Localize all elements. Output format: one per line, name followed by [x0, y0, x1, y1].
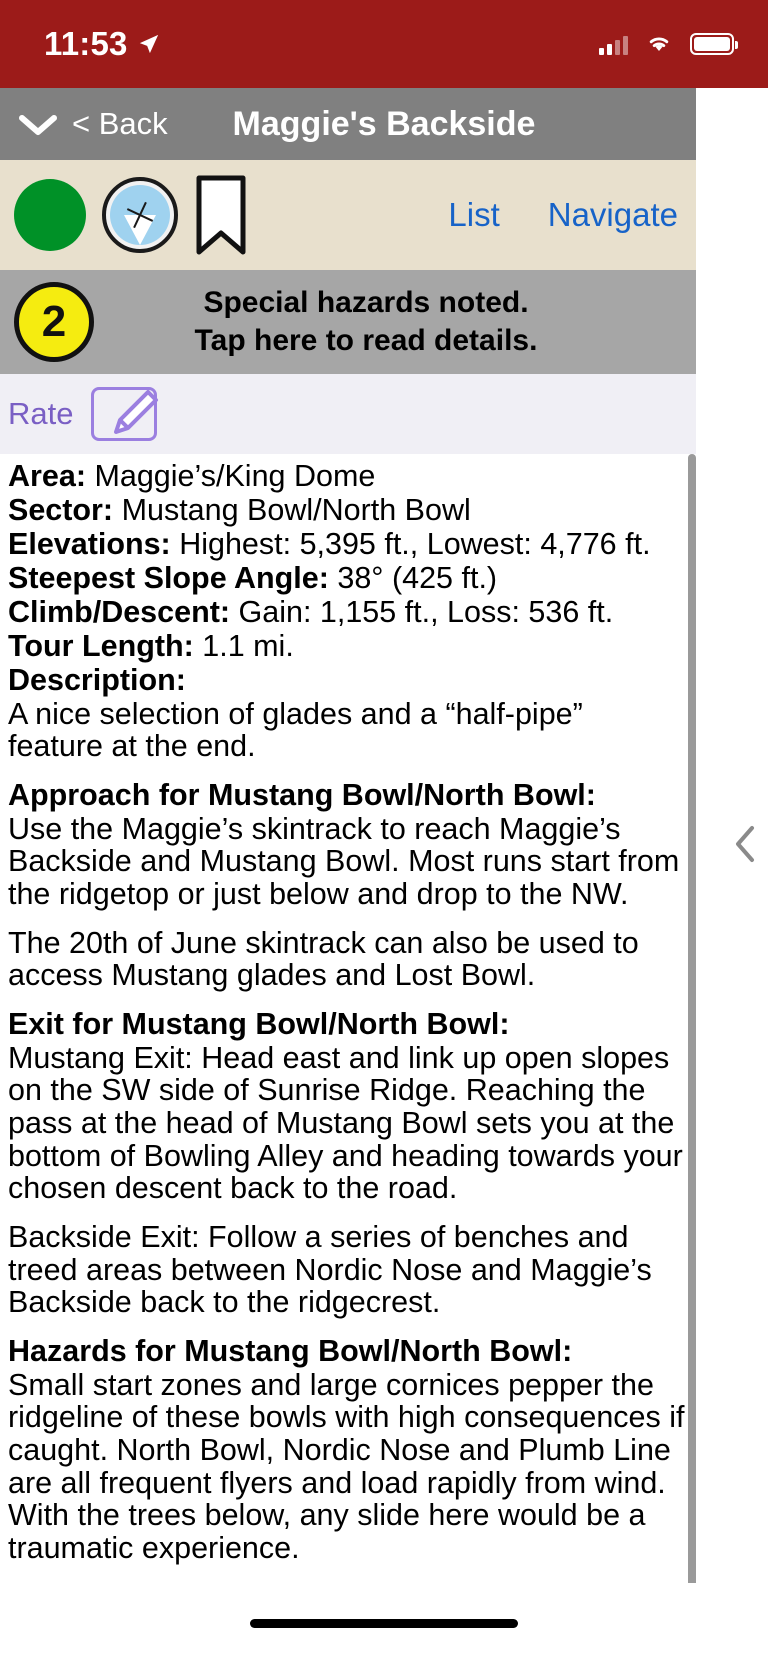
rate-label: Rate	[8, 396, 74, 431]
approach-heading-text: Approach for Mustang Bowl/North Bowl:	[8, 777, 596, 812]
status-left	[44, 25, 160, 63]
detail-steepest	[8, 562, 686, 595]
exit-heading-text: Exit for Mustang Bowl/North Bowl:	[8, 1006, 510, 1041]
right-gutter	[696, 88, 768, 1496]
route-toolbar	[0, 160, 696, 270]
green-circle-icon[interactable]	[14, 179, 86, 251]
approach-paragraph-2: The 20th of June skintrack can also be used to access Mustang glades and Lost Bowl.	[8, 925, 639, 993]
pencil-edit-icon[interactable]	[91, 387, 157, 441]
compass-icon[interactable]	[102, 177, 178, 253]
rate-row[interactable]	[0, 374, 696, 454]
hazard-line-1: Special hazards noted.	[203, 285, 529, 319]
detail-elevations-value: Highest: 5,395 ft., Lowest: 4,776 ft.	[179, 526, 651, 561]
detail-tour-value: 1.1 mi.	[202, 628, 294, 663]
wifi-icon	[644, 30, 674, 59]
hazards-heading	[8, 1335, 686, 1368]
detail-climb-value: Gain: 1,155 ft., Loss: 536 ft.	[238, 594, 614, 629]
detail-tour-label: Tour Length:	[8, 628, 194, 663]
chevron-left-icon[interactable]	[728, 822, 762, 866]
home-indicator-area	[0, 1583, 768, 1663]
hazard-count-badge: 2	[14, 282, 94, 362]
detail-area-value: Maggie’s/King Dome	[94, 459, 376, 493]
detail-description-label	[8, 664, 686, 697]
detail-climb-label: Climb/Descent:	[8, 594, 231, 629]
hazard-message	[104, 284, 682, 361]
hazards-paragraph-1: Small start zones and large cornices pepper the ridgeline of these bowls with high consequences if caught. North Bowl, Nordic Nose and Plumb Line are all frequent flyers and load rapidly from wind. With the trees below, any slide here would be a traumatic experience.	[8, 1367, 685, 1565]
vertical-scrollbar[interactable]	[688, 454, 696, 1583]
detail-tour-length	[8, 630, 686, 663]
route-details[interactable]	[0, 454, 696, 1583]
hazards-heading-text: Hazards for Mustang Bowl/North Bowl:	[8, 1333, 573, 1368]
status-right	[599, 30, 734, 59]
location-arrow-icon	[138, 33, 160, 55]
detail-description-text: A nice selection of glades and a “half-pipe” feature at the end.	[8, 696, 583, 764]
home-indicator[interactable]	[250, 1619, 518, 1628]
detail-elevations	[8, 528, 686, 561]
chevron-down-icon[interactable]	[16, 109, 60, 139]
approach-paragraph-1: Use the Maggie’s skintrack to reach Maggie’s Backside and Mustang Bowl. Most runs start from the ridgetop or just below and drop to the NW.	[8, 811, 680, 911]
detail-area-label: Area:	[8, 459, 86, 493]
detail-area	[8, 460, 686, 493]
battery-icon	[690, 33, 734, 55]
cellular-signal-icon	[599, 33, 628, 55]
detail-sector-value: Mustang Bowl/North Bowl	[121, 492, 471, 527]
detail-sector-label: Sector:	[8, 492, 114, 527]
detail-sector	[8, 494, 686, 527]
hazard-banner[interactable]	[0, 270, 696, 374]
detail-steepest-value: 38° (425 ft.)	[337, 560, 498, 595]
detail-climb	[8, 596, 686, 629]
back-button[interactable]: < Back	[72, 106, 168, 141]
status-bar	[0, 0, 768, 88]
exit-paragraph-1: Mustang Exit: Head east and link up open slopes on the SW side of Sunrise Ridge. Reaching the pass at the head of Mustang Bowl sets you at the bottom of Bowling Alley and heading towards your chosen descent back to the road.	[8, 1040, 683, 1206]
description-label: Description:	[8, 662, 186, 697]
navigate-button[interactable]: Navigate	[547, 196, 678, 233]
hazard-line-2: Tap here to read details.	[194, 324, 538, 357]
approach-heading	[8, 779, 686, 812]
exit-heading	[8, 1008, 686, 1041]
list-button[interactable]: List	[448, 196, 500, 233]
bookmark-icon[interactable]	[194, 175, 248, 255]
status-time: 11:53	[44, 25, 128, 62]
exit-paragraph-2: Backside Exit: Follow a series of benches and treed areas between Nordic Nose and Maggie’s Backside back to the ridgecrest.	[8, 1219, 652, 1320]
detail-steepest-label: Steepest Slope Angle:	[8, 560, 329, 595]
nav-bar	[0, 88, 768, 160]
page-title: Maggie's Backside	[232, 104, 536, 143]
detail-elevations-label: Elevations:	[8, 526, 171, 561]
